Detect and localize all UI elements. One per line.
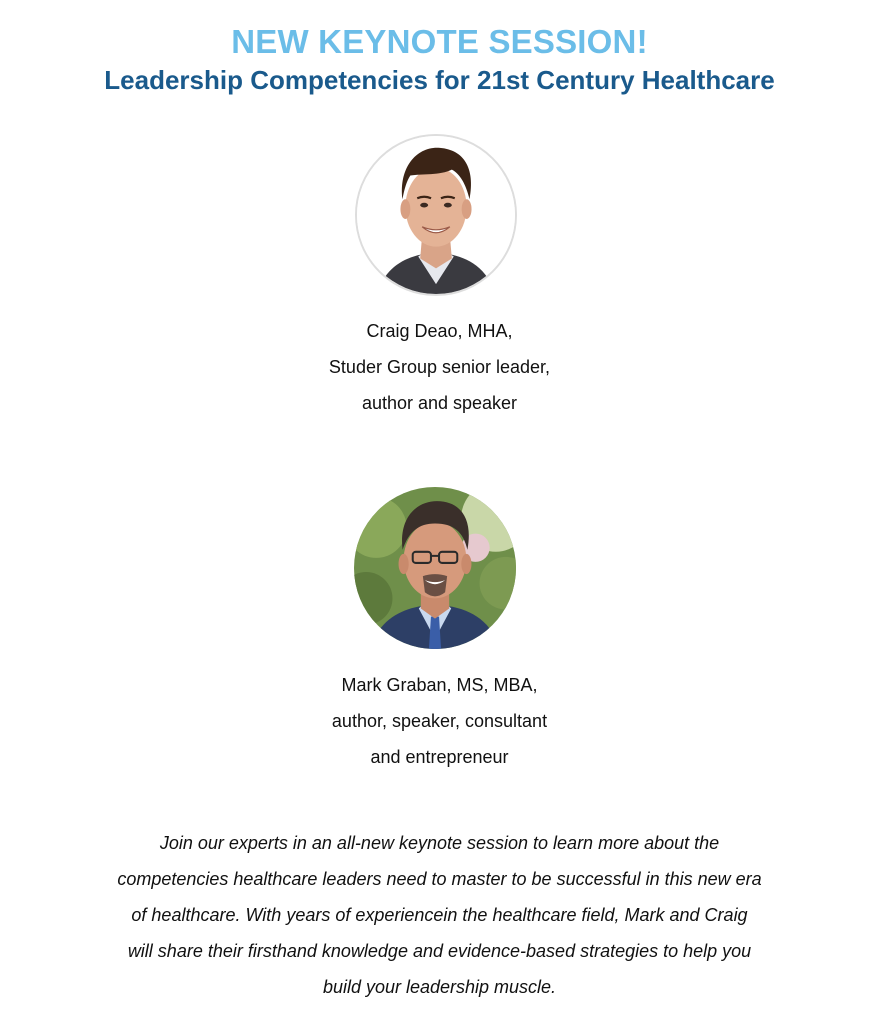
speaker-bio-mark-graban (0, 667, 879, 775)
speaker-role-line: Studer Group senior leader, (328, 357, 551, 377)
speaker-photo-craig-deao (355, 134, 517, 296)
speaker-name-line: Mark Graban, MS, MBA, (341, 675, 538, 695)
speaker-role-line: author, speaker, consultant (331, 711, 548, 731)
description-line: Join our experts in an all-new keynote session to learn more about the (159, 833, 720, 853)
description-line: build your leadership muscle. (322, 977, 557, 997)
speaker-role-line: author and speaker (361, 393, 518, 413)
speaker-photo-mark-graban (354, 487, 516, 649)
speaker-role-line: and entrepreneur (370, 747, 509, 767)
speaker-name-line: Craig Deao, MHA, (366, 321, 513, 341)
session-title: Leadership Competencies for 21st Century Healthcare (104, 65, 775, 95)
description-line: will share their firsthand knowledge and evidence-based strategies to help you (127, 941, 752, 961)
description-line: competencies healthcare leaders need to master to be successful in this new era (117, 869, 762, 889)
session-description (0, 825, 879, 1005)
keynote-headline: NEW KEYNOTE SESSION! (231, 23, 648, 60)
description-line: of healthcare. With years of experiencein the healthcare field, Mark and Craig (131, 905, 748, 925)
speaker-bio-craig-deao (0, 313, 879, 421)
